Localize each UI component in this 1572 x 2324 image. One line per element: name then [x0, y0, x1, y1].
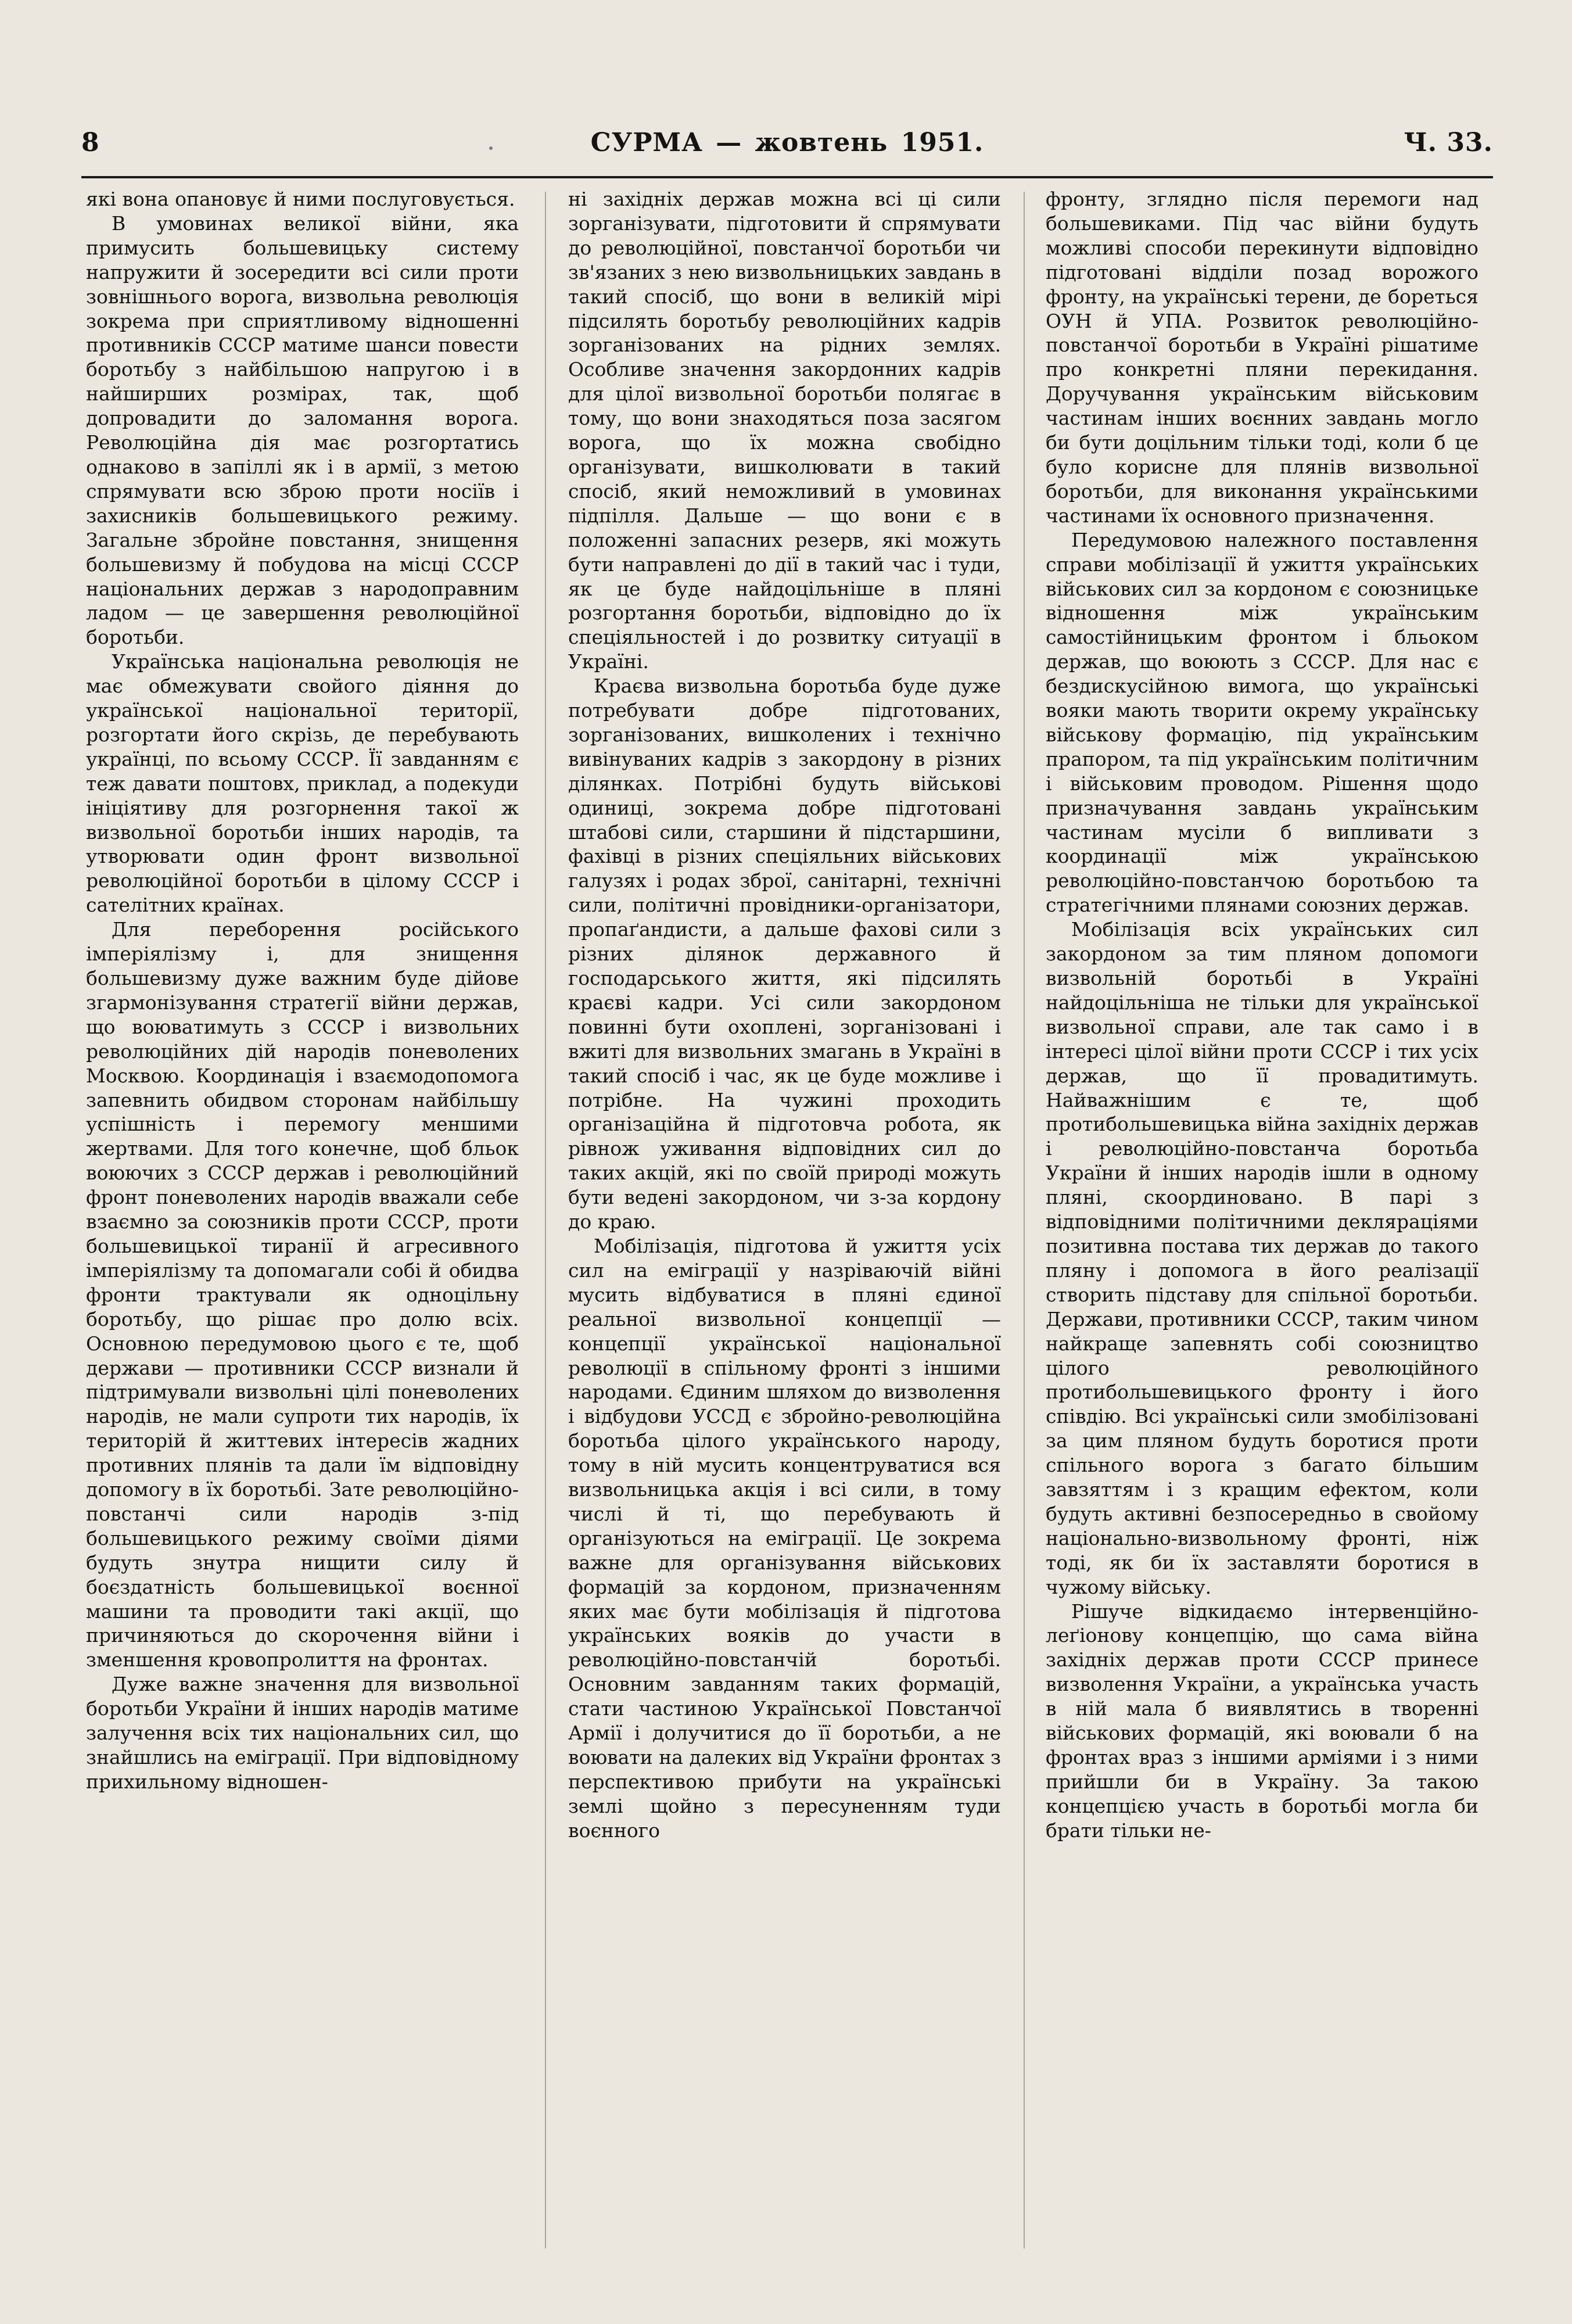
column-divider — [545, 192, 546, 2248]
paragraph: Дуже важне значення для визвольної боротьби України й інших народів матиме залучення всіх тих національних сил, що знайшлись на еміграції. При відповідному прихильному відношен- — [86, 1673, 519, 1793]
paragraph: Для переборення російського імперіялізму і, для знищення большевизму дуже важним буде дійове згармонізування стратегії війни держав, що воюватимуть з СССР і визвольних революційних дій народів поневолених Москвою. Координація і взаємодопомога запевнить обидвом сторонам найбільшу успішність і перемогу меншими жертвами. Для того конечне, щоб бльок воюючих з СССР держав і революційний фронт поневолених народів вважали себе взаємно за союзників проти СССР, проти большевицької тиранії й агресивного імперіялізму та допомагали собі й обидва фронти трактували як одноцільну боротьбу, що рішає про долю всіх. Основною передумовою цього є те, щоб держави — противники СССР визнали й підтримували визвольні цілі поневолених народів, не мали супроти тих народів, їх територій й життевих інтересів жадних противних плянів та дали їм відповідну допомогу в їх боротьбі. Зате революційно-повстанчі сили народів з-під большевицького режиму своїми діями будуть знутра нищити силу й боєздатність большевицької воєнної машини та проводити такі акції, що причиняються до скорочення війни і зменшення кровопролиття на фронтах. — [86, 918, 519, 1672]
text-column-1 — [86, 187, 519, 2255]
print-speck — [489, 146, 493, 150]
paragraph: Мобілізація, підготова й ужиття усіх сил на еміграції у назріваючій війні мусить відбуватися в пляні єдиної реальної визвольної концепції — концепції української національної революції в спільному фронті з іншими народами. Єдиним шляхом до визволення і відбудови УССД є збройно-революційна боротьба цілого українського народу, тому в ній мусить концентруватися вся визвольницька акція і всі сили, в тому числі й ті, що перебувають й організуються на еміграції. Це зокрема важне для організування військових формацій за кордоном, призначенням яких має бути мобілізація й підготова українських вояків до участи в революційно-повстанчій боротьбі. Основним завданням таких формацій, стати частиною Української Повстанчої Армії і долучитися до її боротьби, а не воювати на далеких від України фронтах з перспективою прибути на українські землі щойно з пересуненням туди воєнного — [568, 1234, 1001, 1842]
paragraph: В умовинах великої війни, яка примусить большевицьку систему напружити й зосередити всі сили проти зовнішнього ворога, визвольна революція зокрема при сприятливому відношенні противників СССР матиме шанси повести боротьбу з найбільшою напругою і в найширших розмірах, так, щоб допровадити до заломання ворога. Революційна дія має розгортатись однаково в запіллі як і в армії, з метою спрямувати всю зброю проти носіїв і захисників большевицького режиму. Загальне збройне повстання, знищення большевизму й побудова на місці СССР національних держав з народоправним ладом — це завершення революційної боротьби. — [86, 211, 519, 649]
text-column-3 — [1046, 187, 1478, 2255]
paragraph: Передумовою належного поставлення справи мобілізації й ужиття українських військових сил за кордоном є союзницьке відношення між українським самостійницьким фронтом і бльоком держав, що воюють з СССР. Для нас є бездискусійною вимога, що українські вояки мають творити окрему українську військову формацію, під українським прапором, та під українським політичним і військовим проводом. Рішення щодо призначування завдань українським частинам мусіли б випливати з координації між українською революційно-повстанчою боротьбою та стратегічними плянами союзних держав. — [1046, 528, 1478, 917]
masthead-title: СУРМА — жовтень 1951. — [590, 128, 984, 157]
paragraph: Мобілізація всіх українських сил закордоном за тим пляном допомоги визвольній боротьбі в Україні найдоцільніша не тільки для української визвольної справи, але так само і в інтересі цілої війни проти СССР і тих усіх держав, що її провадитимуть. Найважнішим є те, щоб протибольшевицька війна західніх держав і революційно-повстанча боротьба України й інших народів ішли в одному пляні, скоординовано. В парі з відповідними політичними деклярaціями позитивна постава тих держав до такого пляну і допомога в його реалізації створить підставу для спільної боротьби. Держави, противники СССР, таким чином найкраще запевнять собі союзництво цілого революційного протибольшевицького фронту і його співдію. Всі українські сили змобілізовані за цим пляном будуть боротися проти спільного ворога з багато більшим завзяттям і з кращим ефектом, коли будуть активні безпосередньо в свойому національно-визвольному фронті, ніж тоді, як би їх заставляти боротися в чужому війську. — [1046, 918, 1478, 1598]
paragraph: Рішуче відкидаємо інтервенційно-леґіонову концепцію, що сама війна західніх держав проти СССР принесе визволення України, а українська участь в ній мала б виявлятись в творенні військових формацій, які воювали б на фронтах враз з іншими арміями і з ними прийшли би в Україну. За такою концепцією участь в боротьбі могла би брати тільки не- — [1046, 1599, 1478, 1842]
page-number: 8 — [81, 128, 100, 157]
text-column-2 — [568, 187, 1001, 2255]
header-rule — [81, 176, 1493, 178]
column-divider — [1024, 192, 1025, 2248]
paragraph: Українська національна революція не має обмежувати свойого діяння до української національної території, розгортати його скрізь, де перебувають українці, по всьому СССР. Її завданням є теж давати поштовх, приклад, а подекуди ініціятиву для розгорнення такої ж визвольної боротьби інших народів, та утворювати один фронт визвольної революційної боротьби в цілому СССР і сателітних країнах. — [86, 650, 519, 917]
continued-paragraph: які вона опановує й ними послуговується. — [86, 188, 515, 210]
continued-paragraph: ні західніх держав можна всі ці сили зорганізувати, підготовити й спрямувати до революційної, повстанчої боротьби чи зв'язаних з нею визвольницьких завдань в такий спосіб, що вони в великій мірі підсилять боротьбу революційних кадрів зорганізованих на рідних землях. Особливе значення закордонних кадрів для цілої визвольної боротьби полягає в тому, що вони знаходяться поза засягом ворога, що їх можна свобідно організувати, вишколювати в такий спосіб, який неможливий в умовинах підпілля. Дальше — що вони є в положенні запасних резерв, які можуть бути направлені до дії в такий час і туди, як це буде найдоцільніше в пляні розгортання боротьби, відповідно до їх спеціяльностей і до розвитку ситуації в Україні. — [568, 188, 1001, 673]
continued-paragraph: фронту, зглядно після перемоги над большевиками. Під час війни будуть можливі способи перекинути відповідно підготовані відділи позад ворожого фронту, на українські терени, де бореться ОУН й УПА. Розвиток революційно-повстанчої боротьби в Україні рішатиме про конкретні пляни перекидання. Доручування українським військовим частинам інших воєнних завдань могло би бути доцільним тільки тоді, коли б це було корисне для плянів визвольної боротьби, для виконання українськими частинами їх основного призначення. — [1046, 188, 1478, 527]
paragraph: Краєва визвольна боротьба буде дуже потребувати добре підготованих, зорганізованих, вишколених і технічно вивінуваних кадрів з закордону в різних ділянках. Потрібні будуть військові одиниці, зокрема добре підготовані штабові сили, старшини й підстаршини, фахівці в різних спеціяльних військових галузях і родах зброї, санітарні, технічні сили, політичні провідники-організатори, пропаґандисти, а дальше фахові сили з різних ділянок державного й господарського життя, які підсилять краєві кадри. Усі сили закордоном повинні бути охоплені, зорганізовані і вжиті для визвольних змагань в Україні в такий спосіб і час, як це буде можливе і потрібне. На чужині проходить організаційна й підготовча робота, як рівнож уживання відповідних сил до таких акцій, які по своїй природі можуть бути ведені закордоном, чи з-за кордону до краю. — [568, 675, 1001, 1233]
page-header — [81, 120, 1493, 166]
issue-number: Ч. 33. — [1404, 128, 1493, 157]
